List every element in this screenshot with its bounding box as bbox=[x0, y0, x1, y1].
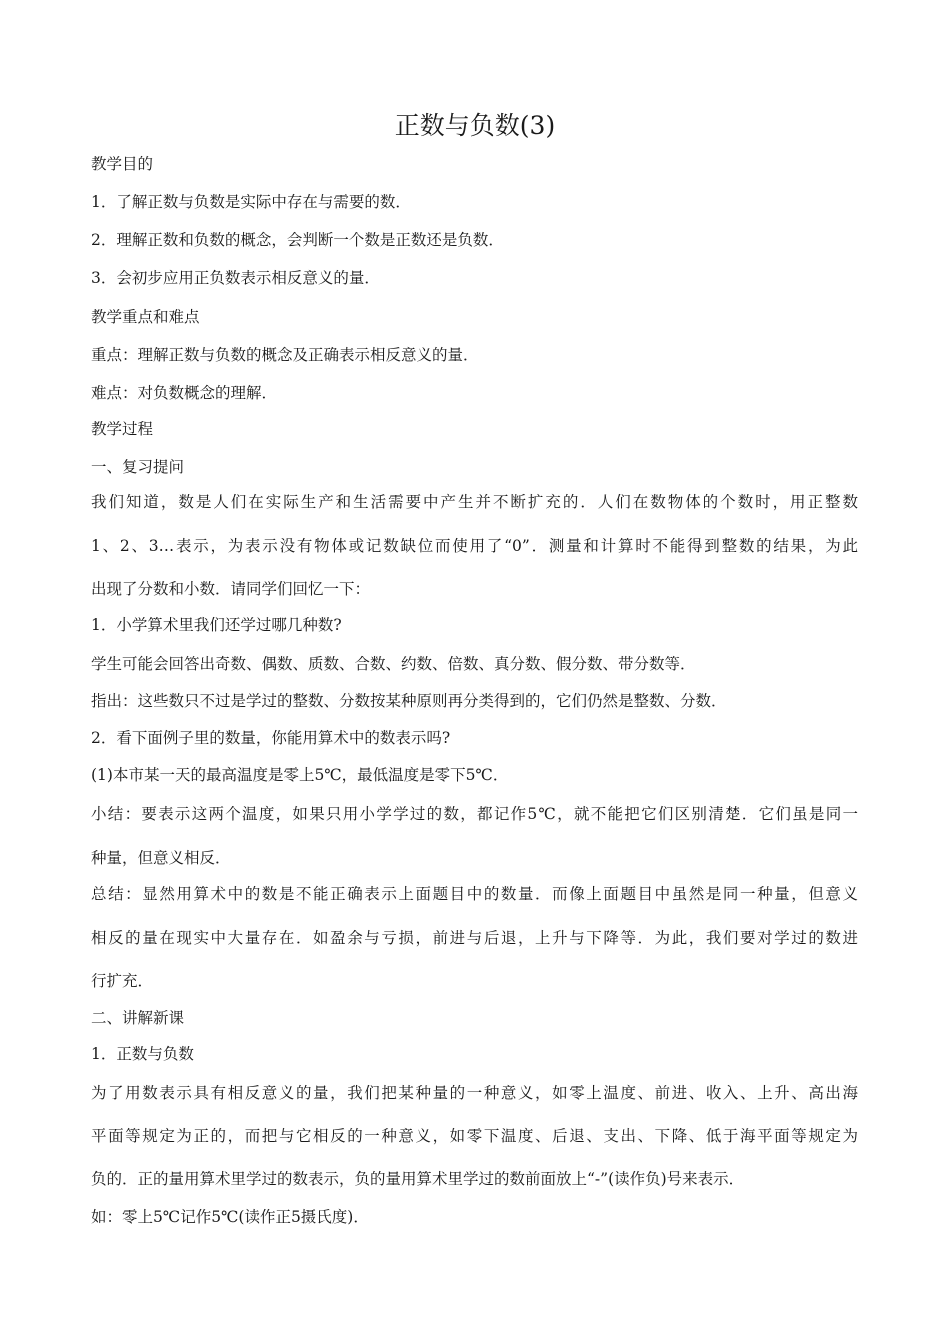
paragraph-line: 出现了分数和小数．请同学们回忆一下： bbox=[91, 580, 371, 598]
objective-item-1: 1．了解正数与负数是实际中存在与需要的数． bbox=[91, 193, 411, 211]
paragraph-line: 平面等规定为正的，而把与它相反的一种意义，如零下温度、后退、支出、下降、低于海平面等规定为 bbox=[91, 1127, 858, 1145]
paragraph-line: 学生可能会回答出奇数、偶数、质数、合数、约数、倍数、真分数、假分数、带分数等． bbox=[91, 655, 696, 673]
paragraph-line: 小结：要表示这两个温度，如果只用小学学过的数，都记作5℃，就不能把它们区别清楚．它们虽是同一 bbox=[91, 805, 858, 823]
paragraph-line: 如：零上5℃记作5℃(读作正5摄氏度)． bbox=[91, 1208, 369, 1226]
question-item-2: 2．看下面例子里的数量，你能用算术中的数表示吗? bbox=[91, 729, 451, 747]
question-item-1: 1．小学算术里我们还学过哪几种数? bbox=[91, 616, 342, 634]
paragraph-line: 行扩充． bbox=[91, 972, 154, 990]
topic-heading-positive-negative: 1．正数与负数 bbox=[91, 1045, 194, 1063]
paragraph-line: 负的．正的量用算术里学过的数表示，负的量用算术里学过的数前面放上“-”(读作负)号来表示． bbox=[91, 1170, 745, 1188]
section-heading-objectives: 教学目的 bbox=[91, 155, 154, 173]
paragraph-line: 我们知道，数是人们在实际生产和生活需要中产生并不断扩充的．人们在数物体的个数时，用正整数 bbox=[91, 493, 858, 511]
difficulty-text: 难点：对负数概念的理解． bbox=[91, 384, 278, 402]
example-item-1: (1)本市某一天的最高温度是零上5℃，最低温度是零下5℃． bbox=[91, 766, 509, 784]
paragraph-line: 种量，但意义相反． bbox=[91, 849, 231, 867]
objective-item-2: 2．理解正数和负数的概念，会判断一个数是正数还是负数． bbox=[91, 231, 504, 249]
key-point-text: 重点：理解正数与负数的概念及正确表示相反意义的量． bbox=[91, 346, 479, 364]
paragraph-line: 1、2、3…表示，为表示没有物体或记数缺位而使用了“0”．测量和计算时不能得到整数的结果，为此 bbox=[91, 537, 858, 555]
document-title: 正数与负数(3) bbox=[394, 111, 556, 140]
paragraph-line: 总结：显然用算术中的数是不能正确表示上面题目中的数量．而像上面题目中虽然是同一种量，但意义 bbox=[91, 885, 858, 903]
section-heading-key-points: 教学重点和难点 bbox=[91, 308, 200, 326]
paragraph-line: 为了用数表示具有相反意义的量，我们把某种量的一种意义，如零上温度、前进、收入、上升、高出海 bbox=[91, 1084, 858, 1102]
subsection-heading-review: 一、复习提问 bbox=[91, 458, 185, 476]
paragraph-line: 指出：这些数只不过是学过的整数、分数按某种原则再分类得到的，它们仍然是整数、分数． bbox=[91, 692, 727, 710]
subsection-heading-new-lesson: 二、讲解新课 bbox=[91, 1009, 185, 1027]
paragraph-line: 相反的量在现实中大量存在．如盈余与亏损，前进与后退，上升与下降等．为此，我们要对学过的数进 bbox=[91, 929, 858, 947]
objective-item-3: 3．会初步应用正负数表示相反意义的量． bbox=[91, 269, 380, 287]
section-heading-process: 教学过程 bbox=[91, 420, 154, 438]
